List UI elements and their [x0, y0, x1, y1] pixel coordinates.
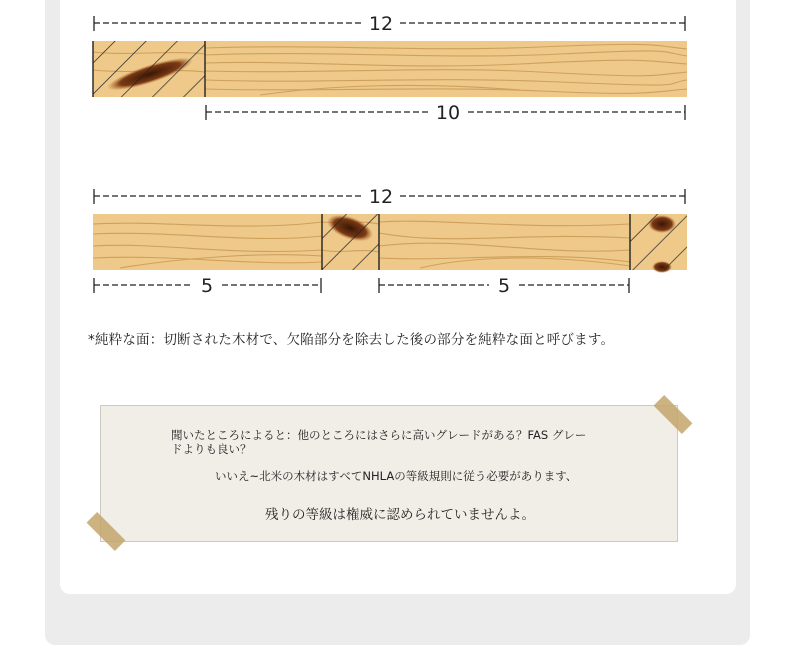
board-1-clear-length: 10	[435, 102, 461, 124]
note-question: 聞いたところによると：他のところにはさらに高いグレードがある？FAS グレードよりも良い？	[171, 428, 587, 456]
board-2-clear-left-length: 5	[200, 275, 214, 297]
board-2	[93, 209, 687, 273]
clear-face-footnote: *純粋な面：切断された木材で、欠陥部分を除去した後の部分を純粋な面と呼びます。	[88, 332, 615, 348]
board-2-defect-hatch-middle	[322, 214, 379, 270]
board-1-defect-hatch	[93, 41, 205, 97]
board-1	[93, 41, 687, 97]
board-1-total-length: 12	[368, 13, 394, 35]
board-2-defect-hatch-right	[630, 214, 687, 270]
note-answer-line-1: いいえ~北米の木材はすべてNHLAの等級規則に従う必要があります、	[215, 469, 578, 483]
board-2-total-length: 12	[368, 186, 394, 208]
note-answer-line-2: 残りの等級は権威に認められていませんよ。	[265, 507, 535, 523]
sticky-note	[100, 405, 678, 542]
lumber-cutting-diagram	[0, 0, 790, 330]
board-2-clear-right-length: 5	[497, 275, 511, 297]
